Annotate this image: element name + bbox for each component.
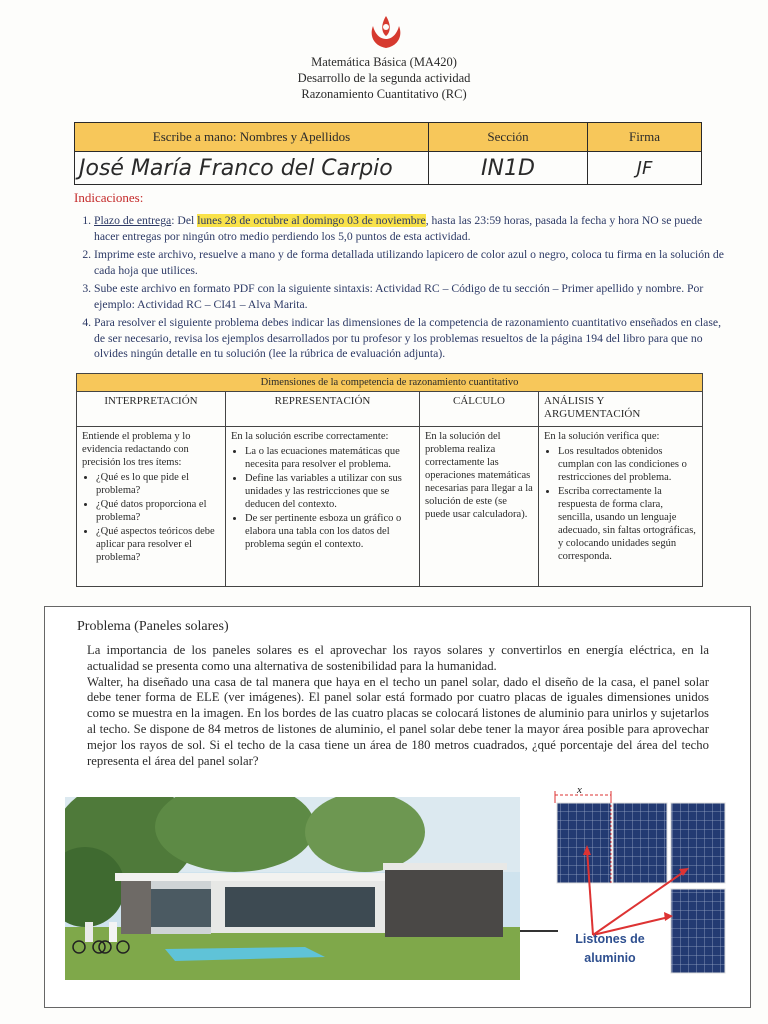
deadline-text-a: : Del: [171, 214, 198, 227]
problem-statement: [87, 643, 709, 769]
deadline-dates: lunes 28 de octubre al domingo 03 de noviembre: [197, 214, 426, 227]
instruction-item: [94, 213, 726, 244]
instruction-item: 4. Para resolver el siguiente problema debes indicar las dimensiones de la competencia de razonamiento cuantitativo enseñados en clase, de ser necesario, revisa los ejemplos desarrollados por tu profesor y los problemas resueltos de la página 194 del libro para que no olvides ningún detalle en tu solución (lee la rúbrica de evaluación adjunta).: [94, 315, 726, 362]
dimensions-table: [76, 373, 703, 587]
caption-line-2: aluminio: [584, 951, 636, 965]
instruction-item: 3. Sube este archivo en formato PDF con la siguiente sintaxis: Actividad RC – Código de tu sección – Primer apellido y nombre. Por ejemplo: Actividad RC – CI41 – Alva Marita.: [94, 281, 726, 312]
section-column-header: Sección: [429, 123, 588, 152]
x-dimension-label: x: [577, 785, 582, 796]
calculo-cell: En la solución del problema realiza correctamente las operaciones matemáticas necesarias para llegar a la solución de este (se puede usar calculadora).: [420, 427, 539, 587]
handwritten-name: José María Franco del Carpio: [75, 152, 429, 185]
problem-title: Problema (Paneles solares): [77, 619, 229, 634]
figure-caption: [555, 930, 665, 968]
instructions-title: Indicaciones:: [74, 190, 144, 205]
list-item: • ¿Qué aspectos teóricos debe aplicar para resolver el problema?: [96, 525, 220, 564]
instruction-item: 2. Imprime este archivo, resuelve a mano y de forma detallada utilizando lapicero de color azul o negro, coloca tu firma en la solución de cada hoja que utilices.: [94, 247, 726, 278]
col-representacion: REPRESENTACIÓN: [226, 392, 420, 427]
handwritten-signature: JF: [588, 152, 702, 185]
deadline-label: Plazo de entrega: [94, 214, 172, 227]
dimensions-title: Dimensiones de la competencia de razonamiento cuantitativo: [77, 374, 703, 392]
interpretacion-cell: [77, 427, 226, 587]
col-calculo: CÁLCULO: [420, 392, 539, 427]
col-analisis: ANÁLISIS Y ARGUMENTACIÓN: [539, 392, 703, 427]
list-item: • ¿Qué es lo que pide el problema?: [96, 471, 220, 497]
problem-box: [44, 606, 751, 1008]
list-item: • Escriba correctamente la respuesta de forma clara, sencilla, usando un lenguaje adecuado, sin faltas ortográficas, y colocando unidades según corresponda.: [558, 485, 697, 563]
deadline-text-b: , hasta las 23:59 horas, pasada la fecha y hora NO se puede hacer entregas por ningún otro medio perdiendo los 5,0 puntos de esta actividad.: [94, 214, 703, 243]
list-item: • Define las variables a utilizar con sus unidades y las restricciones que se deducen del contexto.: [245, 472, 414, 511]
representacion-cell: [226, 427, 420, 587]
instructions-list: [74, 213, 726, 365]
handwritten-section: IN1D: [429, 152, 588, 185]
representacion-intro: En la solución escribe correctamente:: [231, 431, 389, 442]
list-item: • La o las ecuaciones matemáticas que necesita para resolver el problema.: [245, 445, 414, 471]
list-item: • De ser pertinente esboza un gráfico o elabora una tabla con los datos del problema según el contexto.: [245, 512, 414, 551]
signature-column-header: Firma: [588, 123, 702, 152]
university-logo: [366, 12, 406, 52]
name-column-header: Escribe a mano: Nombres y Apellidos: [75, 123, 429, 152]
col-interpretacion: INTERPRETACIÓN: [77, 392, 226, 427]
problem-paragraph-1: La importancia de los paneles solares es el aprovechar los rayos solares y convertirlos en energía eléctrica, en la actualidad se presenta como una alternativa de sostenibilidad para la humanidad.: [87, 643, 709, 673]
problem-paragraph-2: Walter, ha diseñado una casa de tal manera que haya en el techo un panel solar, dado el diseño de la casa, el panel solar debe tener forma de ELE (ver imágenes). El panel solar está formado por cuatro placas de iguales dimensiones unidos como se muestra en la imagen. En los bordes de las cuatro placas se colocará listones de aluminio para unirlos y sujetarlos al techo. Se dispone de 84 metros de listones de aluminio, el panel solar debe tener la mayor área posible para aprovechar mejor los rayos de sol. Si el techo de la casa tiene un área de 180 metros cuadrados, ¿qué porcentaje del área del techo representa el área del panel solar?: [87, 674, 709, 768]
interpretacion-intro: Entiende el problema y lo evidencia redactando con precisión los tres ítems:: [82, 431, 191, 468]
competence-title: Razonamiento Cuantitativo (RC): [301, 87, 467, 101]
house-illustration: [65, 797, 520, 980]
document-header: [0, 54, 768, 102]
caption-line-1: Listones de: [575, 932, 645, 946]
activity-title: Desarrollo de la segunda actividad: [297, 71, 471, 85]
analisis-cell: [539, 427, 703, 587]
course-title: Matemática Básica (MA420): [311, 55, 457, 69]
analisis-intro: En la solución verifica que:: [544, 431, 660, 442]
list-item: • Los resultados obtenidos cumplan con las condiciones o restricciones del problema.: [558, 445, 697, 484]
list-item: • ¿Qué datos proporciona el problema?: [96, 498, 220, 524]
student-info-table: [74, 122, 702, 185]
